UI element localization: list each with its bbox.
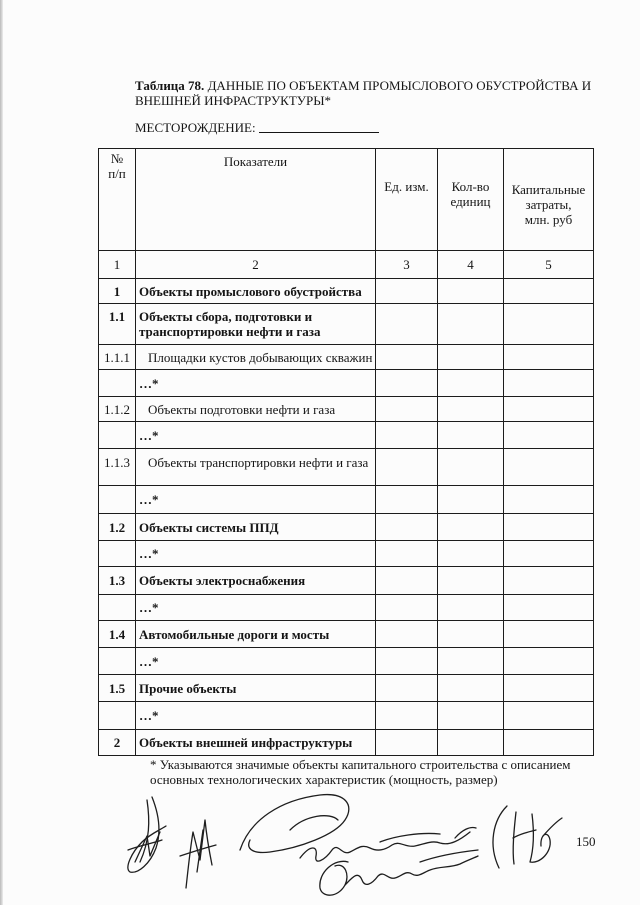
row-indicator-placeholder: …* xyxy=(136,648,376,674)
capex-cell xyxy=(504,730,594,755)
signature-stroke xyxy=(140,800,149,862)
table-row xyxy=(98,730,594,756)
count-cell xyxy=(438,514,504,540)
deposit-blank-line xyxy=(259,132,379,133)
capex-cell xyxy=(504,304,594,344)
signature-stroke xyxy=(320,861,348,895)
signature-stroke xyxy=(300,832,470,861)
signature-stroke xyxy=(493,806,507,868)
unit-cell xyxy=(376,541,438,566)
row-indicator-placeholder: …* xyxy=(136,595,376,620)
header-number-abbr: п/п xyxy=(108,166,126,181)
unit-cell xyxy=(376,370,438,396)
table-row xyxy=(98,370,594,397)
table-row xyxy=(98,595,594,621)
row-number: 1.1.3 xyxy=(98,449,136,485)
column-number: 5 xyxy=(504,251,594,278)
header-number-symbol: № xyxy=(110,151,124,166)
header-capex-line: затраты, xyxy=(525,197,572,212)
deposit-label: МЕСТОРОЖДЕНИЕ: xyxy=(135,120,256,135)
capex-cell xyxy=(504,422,594,448)
capex-cell xyxy=(504,370,594,396)
column-number: 4 xyxy=(438,251,504,278)
unit-cell xyxy=(376,730,438,755)
objects-table xyxy=(98,148,594,756)
unit-cell xyxy=(376,702,438,729)
capex-cell xyxy=(504,486,594,513)
signature-stroke xyxy=(455,827,476,838)
row-indicator-placeholder: …* xyxy=(136,422,376,448)
unit-cell xyxy=(376,621,438,647)
signature-stroke xyxy=(290,816,338,830)
capex-cell xyxy=(504,675,594,701)
row-indicator: Объекты внешней инфраструктуры xyxy=(136,730,376,755)
table-row xyxy=(98,702,594,730)
page-number: 150 xyxy=(576,834,596,849)
capex-cell xyxy=(504,449,594,485)
count-cell xyxy=(438,345,504,369)
title-line-2: ВНЕШНЕЙ ИНФРАСТРУКТУРЫ* xyxy=(135,93,332,108)
signature-stroke xyxy=(543,818,562,836)
column-number: 2 xyxy=(136,251,376,278)
unit-cell xyxy=(376,422,438,448)
table-header-row xyxy=(98,148,594,251)
row-number xyxy=(98,702,136,729)
row-indicator: Объекты транспортировки нефти и газа xyxy=(136,449,376,485)
header-number xyxy=(98,149,136,250)
row-number: 2 xyxy=(98,730,136,755)
row-indicator-placeholder: …* xyxy=(136,370,376,396)
signature-stroke xyxy=(530,814,550,862)
signature-stroke xyxy=(128,797,166,872)
signature-2 xyxy=(180,820,216,888)
table-row xyxy=(98,621,594,648)
row-indicator: Объекты системы ППД xyxy=(136,514,376,540)
row-indicator-placeholder: …* xyxy=(136,702,376,729)
signature-stroke xyxy=(240,795,349,853)
header-capex-line: млн. руб xyxy=(524,212,573,227)
signature-4 xyxy=(320,850,478,895)
row-indicator: Прочие объекты xyxy=(136,675,376,701)
unit-cell xyxy=(376,345,438,369)
row-number xyxy=(98,595,136,620)
count-cell xyxy=(438,279,504,303)
unit-cell xyxy=(376,486,438,513)
table-row xyxy=(98,567,594,595)
count-cell xyxy=(438,541,504,566)
capex-cell xyxy=(504,397,594,421)
capex-cell xyxy=(504,702,594,729)
header-capex xyxy=(504,149,594,250)
row-number: 1.1.2 xyxy=(98,397,136,421)
header-indicators: Показатели xyxy=(136,149,376,250)
signature-stroke xyxy=(380,833,440,842)
count-cell xyxy=(438,422,504,448)
capex-cell xyxy=(504,345,594,369)
table-row xyxy=(98,486,594,514)
header-unit: Ед. изм. xyxy=(376,149,438,250)
unit-cell xyxy=(376,595,438,620)
row-indicator: Автомобильные дороги и мосты xyxy=(136,621,376,647)
count-cell xyxy=(438,370,504,396)
signatures xyxy=(0,780,640,905)
table-row xyxy=(98,449,594,486)
capex-cell xyxy=(504,648,594,674)
table-row xyxy=(98,422,594,449)
row-indicator-placeholder: …* xyxy=(136,486,376,513)
table-row xyxy=(98,397,594,422)
column-number: 1 xyxy=(98,251,136,278)
count-cell xyxy=(438,304,504,344)
unit-cell xyxy=(376,449,438,485)
count-cell xyxy=(438,702,504,729)
unit-cell xyxy=(376,397,438,421)
table-row xyxy=(98,279,594,304)
count-cell xyxy=(438,621,504,647)
capex-cell xyxy=(504,514,594,540)
count-cell xyxy=(438,449,504,485)
row-number xyxy=(98,541,136,566)
table-row xyxy=(98,541,594,567)
count-cell xyxy=(438,486,504,513)
row-number: 1.2 xyxy=(98,514,136,540)
signature-1 xyxy=(128,797,166,872)
unit-cell xyxy=(376,514,438,540)
count-cell xyxy=(438,397,504,421)
table-row xyxy=(98,648,594,675)
unit-cell xyxy=(376,279,438,303)
header-count xyxy=(438,149,504,250)
footnote-line-1: * Указываются значимые объекты капитального строительства с описанием xyxy=(150,757,571,772)
capex-cell xyxy=(504,595,594,620)
signature-stroke xyxy=(513,830,536,838)
table-row xyxy=(98,514,594,541)
signature-5 xyxy=(493,806,562,868)
row-indicator-placeholder: …* xyxy=(136,541,376,566)
row-number: 1.4 xyxy=(98,621,136,647)
column-numbers-row xyxy=(98,251,594,279)
column-number: 3 xyxy=(376,251,438,278)
unit-cell xyxy=(376,648,438,674)
table-row xyxy=(98,675,594,702)
row-number: 1.1 xyxy=(98,304,136,344)
row-indicator: Площадки кустов добывающих скважин xyxy=(136,345,376,369)
capex-cell xyxy=(504,567,594,594)
row-indicator: Объекты электроснабжения xyxy=(136,567,376,594)
table-row xyxy=(98,345,594,370)
row-number: 1.3 xyxy=(98,567,136,594)
unit-cell xyxy=(376,304,438,344)
table-title xyxy=(135,78,591,108)
row-number xyxy=(98,648,136,674)
row-number xyxy=(98,486,136,513)
row-number: 1 xyxy=(98,279,136,303)
count-cell xyxy=(438,730,504,755)
header-capex-line: Капитальные xyxy=(511,182,586,197)
title-line-1 xyxy=(135,78,591,93)
unit-cell xyxy=(376,675,438,701)
count-cell xyxy=(438,675,504,701)
capex-cell xyxy=(504,621,594,647)
signature-3 xyxy=(240,795,476,862)
row-indicator: Объекты подготовки нефти и газа xyxy=(136,397,376,421)
title-text-1: ДАННЫЕ ПО ОБЪЕКТАМ ПРОМЫСЛОВОГО ОБУСТРОЙСТВА И xyxy=(207,78,592,93)
table-number: Таблица 78. xyxy=(135,78,205,93)
count-cell xyxy=(438,567,504,594)
scan-edge xyxy=(0,0,3,905)
row-number: 1.5 xyxy=(98,675,136,701)
count-cell xyxy=(438,648,504,674)
row-number: 1.1.1 xyxy=(98,345,136,369)
capex-cell xyxy=(504,279,594,303)
table-row xyxy=(98,304,594,345)
row-indicator: Объекты промыслового обустройства xyxy=(136,279,376,303)
capex-cell xyxy=(504,541,594,566)
signature-stroke xyxy=(345,856,478,885)
header-count-line: единиц xyxy=(450,194,491,209)
count-cell xyxy=(438,595,504,620)
footnote-line-2: основных технологических характеристик (мощность, размер) xyxy=(150,772,498,787)
unit-cell xyxy=(376,567,438,594)
row-number xyxy=(98,422,136,448)
header-count-line: Кол-во xyxy=(451,179,490,194)
row-indicator: Объекты сбора, подготовки и транспортировки нефти и газа xyxy=(136,304,376,344)
row-number xyxy=(98,370,136,396)
